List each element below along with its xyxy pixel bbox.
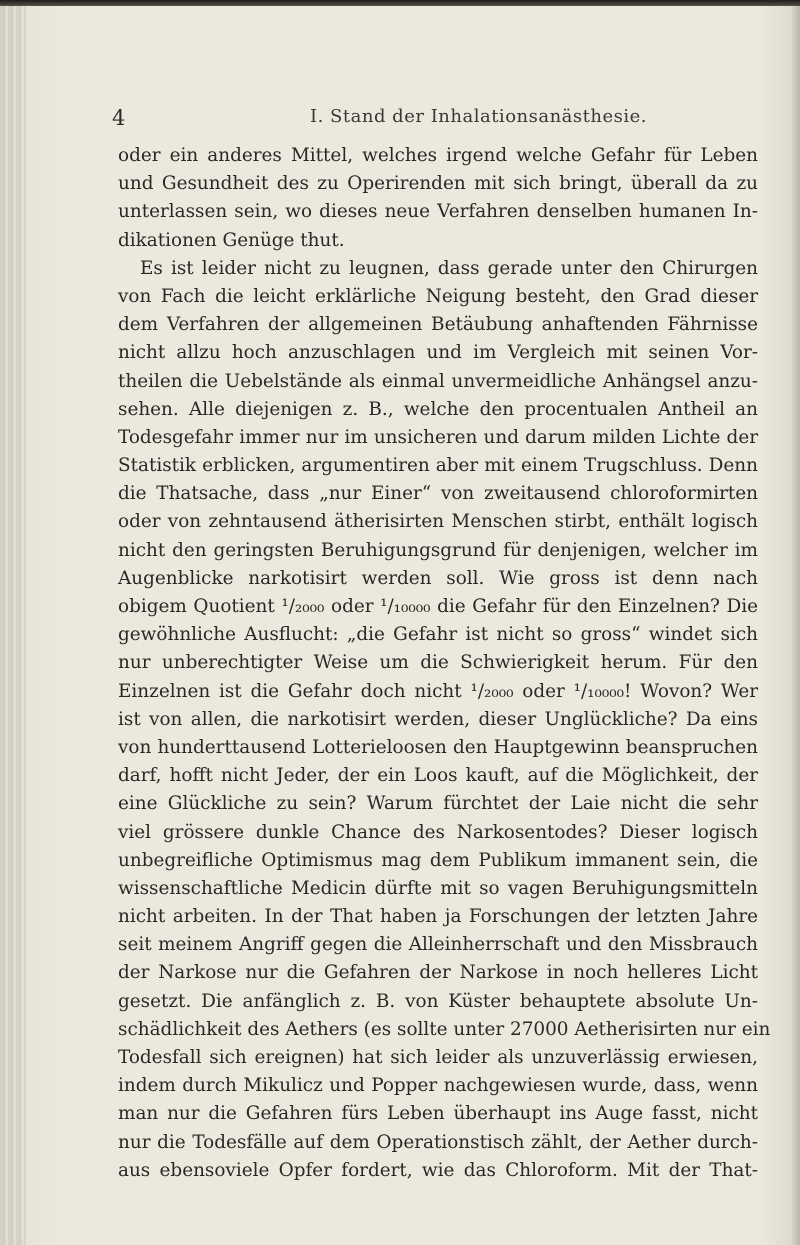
- text-line: sehen. Alle diejenigen z. B., welche den procentualen Antheil an: [118, 398, 758, 420]
- text-line: Es ist leider nicht zu leugnen, dass gerade unter den Chirurgen: [140, 257, 758, 279]
- scan-top-border: [0, 0, 800, 6]
- scan-binding-edge: [0, 6, 26, 1245]
- text-line: aus ebensoviele Opfer fordert, wie das Chloroform. Mit der That-: [118, 1159, 758, 1181]
- text-line: oder ein anderes Mittel, welches irgend welche Gefahr für Leben: [118, 145, 758, 166]
- text-line: oder von zehntausend ätherisirten Menschen stirbt, enthält logisch: [118, 511, 758, 533]
- text-line: und Gesundheit des zu Operirenden mit sich bringt, überall da zu: [118, 173, 758, 195]
- text-line: indem durch Mikulicz und Popper nachgewiesen wurde, dass, wenn: [118, 1075, 758, 1097]
- text-line: gesetzt. Die anfänglich z. B. von Küster behauptete absolute Un-: [118, 990, 758, 1012]
- body-text: [118, 142, 771, 1185]
- text-line: Todesgefahr immer nur im unsicheren und darum milden Lichte der: [118, 426, 758, 448]
- text-line: nicht arbeiten. In der That haben ja Forschungen der letzten Jahre: [118, 906, 758, 928]
- text-line: Todesfall sich ereignen) hat sich leider als unzuverlässig erwiesen,: [118, 1047, 758, 1068]
- text-line: unterlassen sein, wo dieses neue Verfahren denselben humanen In-: [118, 201, 758, 223]
- text-line: schädlichkeit des Aethers (es sollte unter 27000 Aetherisirten nur ein: [118, 1018, 771, 1040]
- text-line: unbegreifliche Optimismus mag dem Publikum immanent sein, die: [118, 849, 758, 871]
- text-line: theilen die Uebelstände als einmal unvermeidliche Anhängsel anzu-: [118, 370, 758, 392]
- text-line: der Narkose nur die Gefahren der Narkose in noch helleres Licht: [118, 962, 758, 984]
- text-line: ist von allen, die narkotisirt werden, dieser Unglückliche? Da eins: [118, 708, 758, 730]
- page-number: 4: [112, 106, 126, 130]
- text-line: dem Verfahren der allgemeinen Betäubung anhaftenden Fährnisse: [118, 314, 758, 336]
- text-line: darf, hofft nicht Jeder, der ein Loos kauft, auf die Möglichkeit, der: [118, 765, 758, 787]
- running-head: I. Stand der Inhalationsanästhesie.: [310, 106, 647, 127]
- text-line: Einzelnen ist die Gefahr doch nicht ¹/₂₀₀₀ oder ¹/₁₀₀₀₀! Wovon? Wer: [118, 680, 758, 702]
- text-line: nur unberechtigter Weise um die Schwierigkeit herum. Für den: [118, 652, 758, 674]
- text-line: Statistik erblicken, argumentiren aber mit einem Trugschluss. Denn: [118, 455, 758, 477]
- page-header: [112, 106, 752, 136]
- text-line: nur die Todesfälle auf dem Operationstisch zählt, der Aether durch-: [118, 1131, 758, 1153]
- text-line: wissenschaftliche Medicin dürfte mit so vagen Beruhigungsmitteln: [118, 877, 758, 899]
- scan-right-edge: [792, 6, 800, 1245]
- text-line: Augenblicke narkotisirt werden soll. Wie gross ist denn nach: [118, 567, 758, 589]
- text-line: die Thatsache, dass „nur Einer“ von zweitausend chloroformirten: [118, 483, 758, 505]
- text-line: von Fach die leicht erklärliche Neigung besteht, den Grad dieser: [118, 285, 758, 307]
- text-line: seit meinem Angriff gegen die Alleinherrschaft und den Missbrauch: [118, 934, 758, 956]
- text-line: viel grössere dunkle Chance des Narkosentodes? Dieser logisch: [118, 821, 758, 843]
- text-line: von hunderttausend Lotterieloosen den Hauptgewinn beanspruchen: [118, 736, 758, 758]
- text-line: nicht den geringsten Beruhigungsgrund für denjenigen, welcher im: [118, 539, 758, 561]
- text-line: nicht allzu hoch anzuschlagen und im Vergleich mit seinen Vor-: [118, 342, 758, 364]
- text-line: obigem Quotient ¹/₂₀₀₀ oder ¹/₁₀₀₀₀ die Gefahr für den Einzelnen? Die: [118, 596, 758, 617]
- text-line: eine Glückliche zu sein? Warum fürchtet der Laie nicht die sehr: [118, 793, 758, 815]
- text-line: man nur die Gefahren fürs Leben überhaupt ins Auge fasst, nicht: [118, 1103, 758, 1125]
- text-line: gewöhnliche Ausflucht: „die Gefahr ist nicht so gross“ windet sich: [118, 624, 758, 646]
- text-line: dikationen Genüge thut.: [118, 229, 345, 251]
